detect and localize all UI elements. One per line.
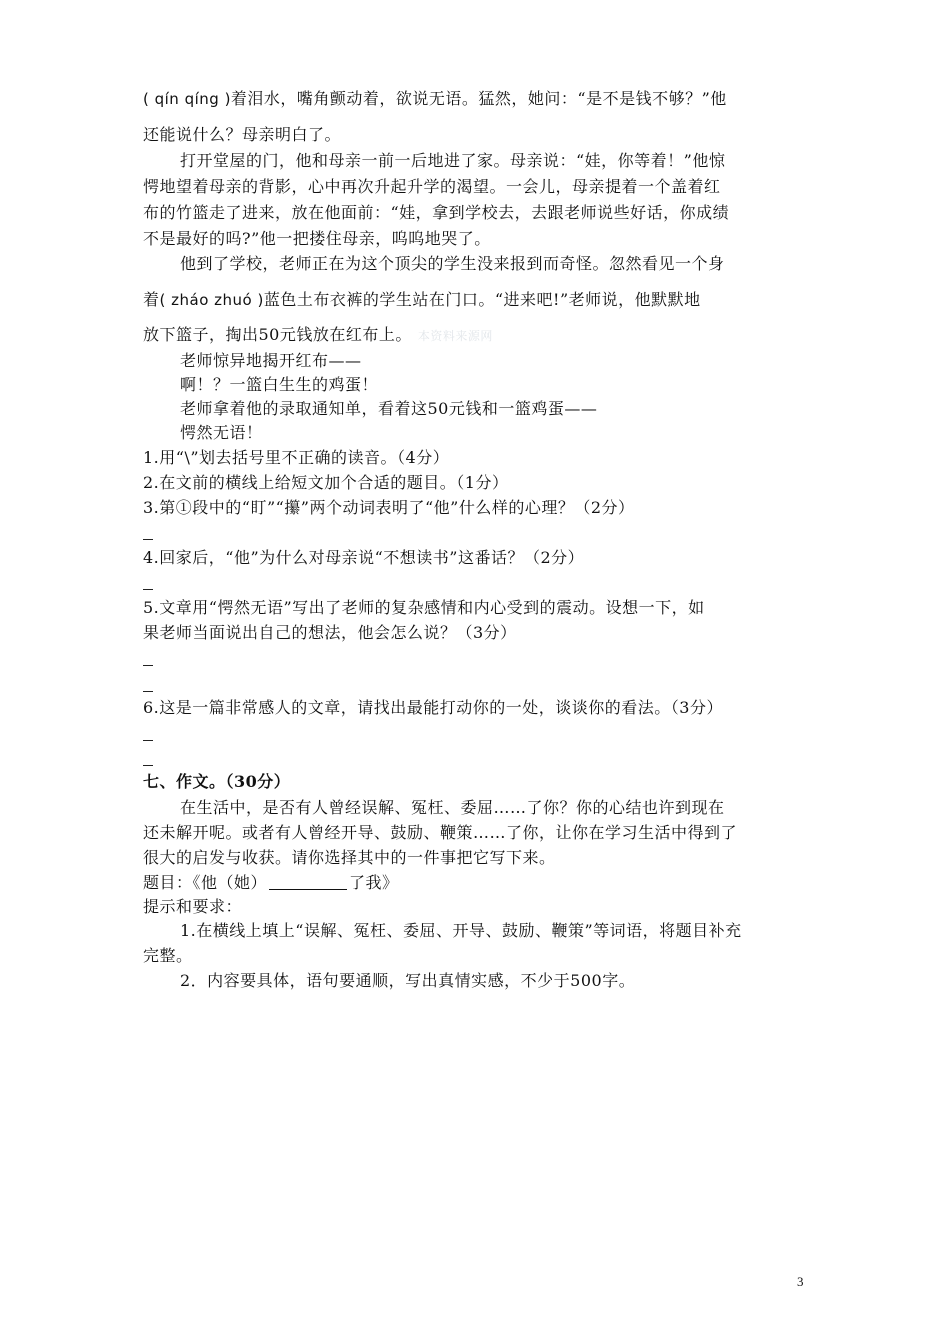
passage-line: 还能说什么？母亲明白了。	[143, 125, 342, 144]
question-5-line1: 5.文章用“愕然无语”写出了老师的复杂感情和内心受到的震动。设想一下，如	[143, 598, 705, 617]
essay-intro-line: 在生活中，是否有人曾经误解、冤枉、委屈……了你？你的心结也许到现在	[180, 798, 725, 817]
pinyin-choice: ( zháo zhuó )	[159, 291, 264, 309]
question-6: 6.这是一篇非常感人的文章，请找出最能打动你的一处，谈谈你的看法。（3分）	[143, 698, 723, 717]
question-4: 4.回家后，“他”为什么对母亲说“不想读书”这番话？（2分）	[143, 548, 585, 567]
passage-line	[143, 289, 808, 311]
passage-line: 打开堂屋的门，他和母亲一前一后地进了家。母亲说：“娃，你等着！”他惊	[180, 151, 726, 170]
passage-line: 老师拿着他的录取通知单，看着这50元钱和一篮鸡蛋——	[180, 399, 598, 418]
requirement-2: 2．内容要具体，语句要通顺，写出真情实感，不少于500字。	[180, 971, 636, 990]
page-number: 3	[797, 1274, 804, 1289]
answer-line[interactable]	[143, 740, 153, 741]
answer-line[interactable]	[143, 539, 153, 540]
passage-line: 布的竹篮走了进来，放在他面前：“娃，拿到学校去，去跟老师说些好话，你成绩	[143, 203, 730, 222]
passage-text: 着	[143, 290, 160, 309]
answer-line[interactable]	[143, 765, 153, 766]
requirement-1-line2: 完整。	[143, 946, 193, 965]
title-fill-blank[interactable]	[269, 875, 347, 890]
essay-heading: 七、作文。（30分）	[143, 772, 291, 791]
passage-line	[143, 88, 808, 110]
essay-title-prefix: 题目：《他（她）	[143, 873, 268, 892]
passage-text: 蓝色土布衣裤的学生站在门口。“进来吧!”老师说，他默默地	[263, 290, 701, 309]
pinyin-choice: ( qín qíng )	[143, 90, 231, 108]
essay-intro-line: 很大的启发与收获。请你选择其中的一件事把它写下来。	[143, 848, 556, 867]
requirements-heading: 提示和要求：	[143, 897, 243, 916]
answer-line[interactable]	[143, 691, 153, 692]
question-3: 3.第①段中的“盯”“攥”两个动词表明了“他”什么样的心理？（2分）	[143, 498, 635, 517]
essay-title-suffix: 了我》	[349, 873, 399, 892]
question-1: 1.用“\”划去括号里不正确的读音。（4分）	[143, 448, 450, 467]
passage-text: 放下篮子，掏出50元钱放在红布上。	[143, 325, 412, 344]
passage-line	[143, 324, 808, 347]
requirement-1-line1: 1.在横线上填上“误解、冤枉、委屈、开导、鼓励、鞭策”等词语，将题目补充	[180, 921, 742, 940]
watermark-text: 本资料来源网	[417, 329, 493, 343]
answer-line[interactable]	[143, 589, 153, 590]
question-5-line2: 果老师当面说出自己的想法，他会怎么说？（3分）	[143, 623, 517, 642]
passage-line: 他到了学校，老师正在为这个顶尖的学生没来报到而奇怪。忽然看见一个身	[180, 254, 725, 273]
essay-intro-line: 还未解开呢。或者有人曾经开导、鼓励、鞭策……了你，让你在学习生活中得到了	[143, 823, 738, 842]
passage-line: 愕地望着母亲的背影，心中再次升起升学的渴望。一会儿，母亲提着一个盖着红	[143, 177, 721, 196]
passage-text: 着泪水，嘴角颤动着，欲说无语。猛然，她问：“是不是钱不够？”他	[230, 89, 727, 108]
essay-title	[143, 872, 808, 894]
passage-line: 老师惊异地揭开红布——	[180, 351, 362, 370]
passage-line: 愕然无语！	[180, 423, 263, 442]
question-2: 2.在文前的横线上给短文加个合适的题目。（1分）	[143, 473, 509, 492]
answer-line[interactable]	[143, 665, 153, 666]
passage-line: 啊！？一篮白生生的鸡蛋！	[180, 375, 379, 394]
passage-line: 不是最好的吗?”他一把搂住母亲，呜呜地哭了。	[143, 229, 491, 248]
